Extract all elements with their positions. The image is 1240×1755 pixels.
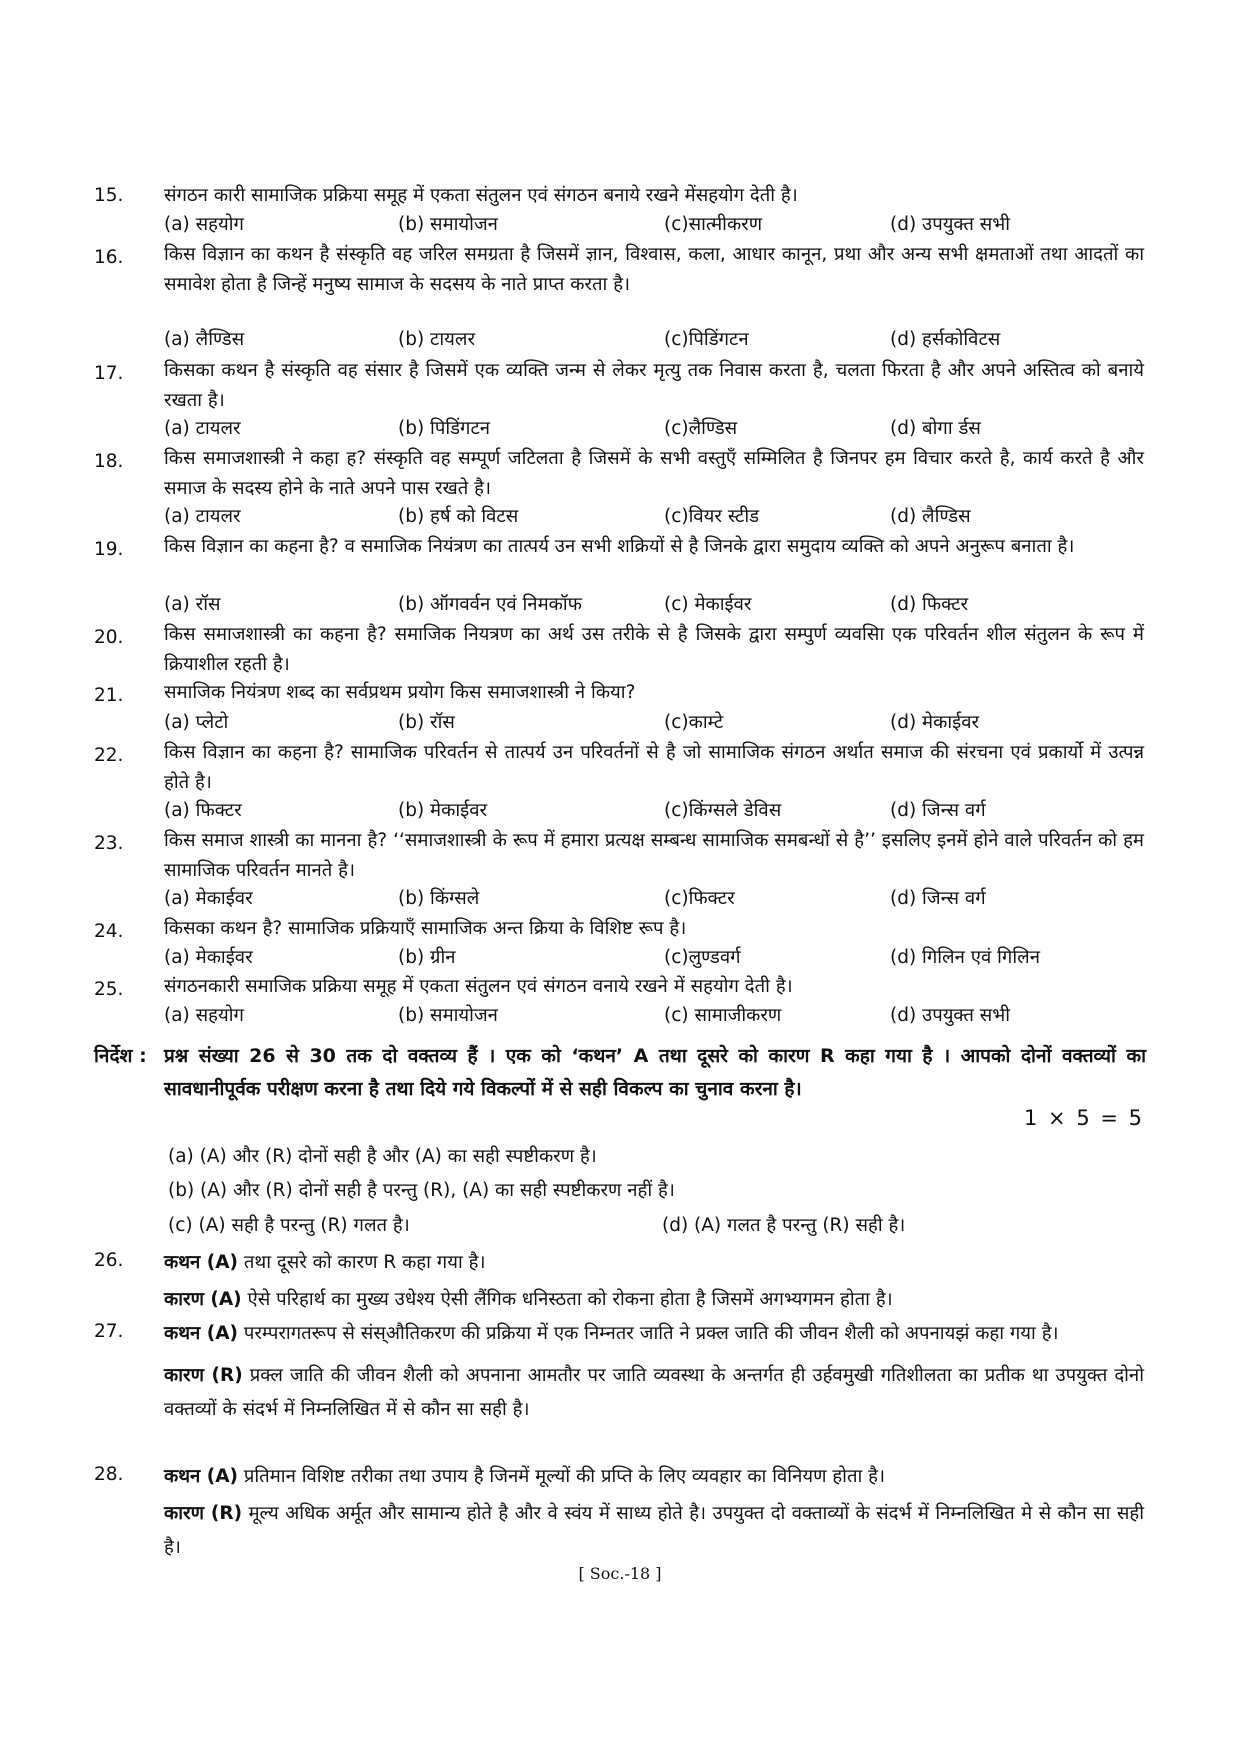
reason-line xyxy=(164,1359,1144,1427)
question-number: 27. xyxy=(94,1321,124,1342)
question-number: 19. xyxy=(94,539,124,560)
question-number: 17. xyxy=(94,363,124,384)
assertion-label: कथन (A) xyxy=(164,1252,238,1273)
assertion-line xyxy=(164,1317,1144,1351)
options-22 xyxy=(164,796,1144,826)
option-d: (d) उपयुक्त सभी xyxy=(890,214,1011,235)
reason-line xyxy=(164,1497,1144,1565)
question-number: 23. xyxy=(94,833,124,854)
question-number: 22. xyxy=(94,745,124,766)
option-a: (a) लैण्डिस xyxy=(164,329,245,350)
question-number: 24. xyxy=(94,921,124,942)
options-17 xyxy=(164,414,1144,444)
assertion-reason xyxy=(164,1246,1144,1317)
assertion-reason xyxy=(164,1317,1144,1427)
option-b: (b) समायोजन xyxy=(398,1005,498,1026)
option-c: (c) सामाजीकरण xyxy=(664,1005,782,1026)
reason-label: कारण (A) xyxy=(164,1289,242,1310)
option-a: (a) सहयोग xyxy=(164,1005,244,1026)
option-b: (b) पिडिंगटन xyxy=(398,418,491,439)
reason-label: कारण (R) xyxy=(164,1365,243,1386)
option-d: (d) लैण्डिस xyxy=(890,506,971,527)
option-c: (c)पिडिंगटन xyxy=(664,329,749,350)
option-c: (c)लैण्डिस xyxy=(664,418,738,439)
choice-c: (c) (A) सही है परन्तु (R) गलत है। xyxy=(168,1215,410,1236)
option-a: (a) मेकाईवर xyxy=(164,888,253,909)
choice-d: (d) (A) गलत है परन्तु (R) सही है। xyxy=(662,1215,906,1236)
option-b: (b) हर्ष को विटस xyxy=(398,506,519,527)
question-number: 25. xyxy=(94,979,124,1000)
question-text: किस विज्ञान का कहना है? सामाजिक परिवर्तन से तात्पर्य उन परिवर्तनों से है जो सामाजिक संगठन अर्थात समाज की संरचना एवं प्रकार्यो में उत्पन्न होते है। xyxy=(164,742,1144,793)
question-number: 20. xyxy=(94,627,124,648)
assertion-label: कथन (A) xyxy=(164,1466,238,1487)
option-d: (d) उपयुक्त सभी xyxy=(890,1005,1011,1026)
option-b: (b) मेकाईवर xyxy=(398,800,488,821)
options-16 xyxy=(164,325,1144,355)
question-number: 18. xyxy=(94,451,124,472)
reason-line xyxy=(164,1283,1144,1317)
directions-label: निर्देश : xyxy=(94,1045,147,1067)
option-a: (a) सहयोग xyxy=(164,214,244,235)
question-number: 26. xyxy=(94,1250,124,1271)
option-c: (c)सात्मीकरण xyxy=(664,214,763,235)
option-c: (c)फिक्टर xyxy=(664,888,735,909)
option-c: (c)वियर स्टीड xyxy=(664,506,760,527)
reason-text: प्रक्ल जाति की जीवन शैली को अपनाना आमतौर पर जाति व्यवस्था के अन्तर्गत ही उर्हवमुखी गतिशीलता का प्रतीक था उपयुक्त दोनो वक्तव्यों के संदर्भ में निम्नलिखित में से कौन सा सही है। xyxy=(164,1365,1144,1420)
options-19 xyxy=(164,590,1144,620)
assertion-label: कथन (A) xyxy=(164,1323,238,1344)
choice-a: (a) (A) और (R) दोनों सही है और (A) का सही स्पष्टीकरण है। xyxy=(168,1146,597,1167)
question-number: 21. xyxy=(94,685,124,706)
question-number: 16. xyxy=(94,247,124,268)
question-number: 15. xyxy=(94,185,124,206)
option-b: (b) किंग्सले xyxy=(398,888,480,909)
option-d: (d) फिक्टर xyxy=(890,594,969,615)
options-15 xyxy=(164,210,1144,240)
option-c: (c) मेकाईवर xyxy=(664,594,752,615)
options-21 xyxy=(164,708,1144,738)
assertion-text: प्रतिमान विशिष्ट तरीका तथा उपाय है जिनमें मूल्यों की प्रप्ति के लिए व्यवहार का विनियण होता है। xyxy=(237,1466,886,1487)
question-text: किस समाज शास्त्री का मानना है? ‘‘समाजशास्त्री के रूप में हमारा प्रत्यक्ष सम्बन्ध सामाजिक समबन्धों से है’’ इसलिए इनमें होने वाले परिवर्तन को हम सामाजिक परिवर्तन मानते है। xyxy=(164,830,1144,881)
question-text: किस विज्ञान का कथन है संस्कृति वह जरिल समग्रता है जिसमें ज्ञान, विश्वास, कला, आधार कानून, प्रथा और अन्य सभी क्षमताओं तथा आदतों का समावेश होता है जिन्हें मनुष्य सामाज के सदसय के नाते प्राप्त करता है। xyxy=(164,244,1144,295)
assertion-text: परम्परागतरूप से संस्औतिकरण की प्रक्रिया में एक निम्नतर जाति ने प्रक्ल जाति की जीवन शैली को अपनायझं कहा गया है। xyxy=(237,1323,1059,1344)
option-a: (a) मेकाईवर xyxy=(164,947,253,968)
reason-text: मूल्य अधिक अर्मूत और सामान्य होते है और वे स्वंय में साध्य होते है। उपयुक्त दो वक्ताव्यों के संदर्भ में निम्नलिखित मे से कौन सा सही है। xyxy=(164,1503,1144,1558)
choice-b: (b) (A) और (R) दोनों सही है परन्तु (R), (A) का सही स्पष्टीकरण नहीं है। xyxy=(168,1180,675,1201)
option-a: (a) फिक्टर xyxy=(164,800,242,821)
option-a: (a) प्लेटो xyxy=(164,712,229,733)
option-d: (d) गिलिन एवं गिलिन xyxy=(890,947,1040,968)
options-24 xyxy=(164,943,1144,973)
option-b: (b) टायलर xyxy=(398,329,476,350)
assertion-line xyxy=(164,1246,1144,1280)
assertion-line xyxy=(164,1460,1144,1494)
option-a: (a) रॉस xyxy=(164,594,221,615)
question-text: समाजिक नियंत्रण शब्द का सर्वप्रथम प्रयोग किस समाजशास्त्री ने किया? xyxy=(164,682,636,703)
directions-text: प्रश्न संख्या 26 से 30 तक दो वक्तव्य हैं । एक को ‘कथन’ A तथा दूसरे को कारण R कहा गया है । आपको दोनों वक्तव्यों का सावधानीपूर्वक परीक्षण करना है तथा दिये गये विकल्पों में से सही विकल्प का चुनाव करना है। xyxy=(164,1045,1146,1100)
reason-text: ऐसे परिहार्थ का मुख्य उधेश्य ऐसी लैंगिक धनिस्ठता को रोकना होता है जिसमें अगभ्यगमन होता है। xyxy=(241,1289,893,1310)
option-d: (d) जिन्स वर्ग xyxy=(890,800,986,821)
assertion-text: तथा दूसरे को कारण R कहा गया है। xyxy=(237,1252,486,1273)
question-text: किसका कथन है संस्कृति वह संसार है जिसमें एक व्यक्ति जन्म से लेकर मृत्यु तक निवास करता है, चलता फिरता है और अपने अस्तित्व को बनाये रखता है। xyxy=(164,360,1144,411)
options-23 xyxy=(164,884,1144,914)
options-18 xyxy=(164,502,1144,532)
question-text: संगठनकारी समाजिक प्रक्रिया समूह में एकता संतुलन एवं संगठन वनाये रखने में सहयोग देती है। xyxy=(164,976,793,997)
reason-label: कारण (R) xyxy=(164,1503,243,1524)
question-text: किस विज्ञान का कहना है? व समाजिक नियंत्रण का तात्पर्य उन सभी शक्रियों से है जिनके द्वारा समुदाय व्यक्ति को अपने अनुरूप बनाता है। xyxy=(164,536,1075,557)
options-25 xyxy=(164,1001,1144,1031)
question-text: किस समाजशास्त्री ने कहा ह? संस्कृति वह सम्पूर्ण जटिलता है जिसमें के सभी वस्तुएँ सम्मिलित है जिनपर हम विचार करते है, कार्य करते है और समाज के सदस्य होने के नाते अपने पास रखते है। xyxy=(164,448,1144,499)
option-d: (d) जिन्स वर्ग xyxy=(890,888,986,909)
option-b: (b) समायोजन xyxy=(398,214,498,235)
option-d: (d) हर्सकोविटस xyxy=(890,329,1001,350)
option-c: (c)किंग्सले डेविस xyxy=(664,800,782,821)
option-d: (d) बोगा र्डस xyxy=(890,418,981,439)
question-text: संगठन कारी सामाजिक प्रक्रिया समूह में एकता संतुलन एवं संगठन बनाये रखने मेंसहयोग देती है। xyxy=(164,185,798,206)
assertion-reason xyxy=(164,1460,1144,1565)
option-b: (b) रॉस xyxy=(398,712,455,733)
option-d: (d) मेकाईवर xyxy=(890,712,980,733)
option-b: (b) ऑगवर्वन एवं निमकॉफ xyxy=(398,594,582,615)
question-text: किसका कथन है? सामाजिक प्रक्रियाएँ सामाजिक अन्त क्रिया के विशिष्ट रूप है। xyxy=(164,918,687,939)
option-c: (c)काम्टे xyxy=(664,712,724,733)
option-b: (b) ग्रीन xyxy=(398,947,456,968)
marks-scheme: 1 × 5 = 5 xyxy=(1024,1106,1144,1130)
question-text: किस समाजशास्त्री का कहना है? समाजिक नियत्रण का अर्थ उस तरीके से है जिसके द्वारा सम्पुर्ण व्यवसाि एक परिवर्तन शील संतुलन के रूप में क्रियाशील रहती है। xyxy=(164,624,1144,675)
option-a: (a) टायलर xyxy=(164,506,241,527)
question-number: 28. xyxy=(94,1464,124,1485)
option-c: (c)लुण्डवर्ग xyxy=(664,947,741,968)
option-a: (a) टायलर xyxy=(164,418,241,439)
page-footer: [ Soc.-18 ] xyxy=(578,1564,662,1583)
